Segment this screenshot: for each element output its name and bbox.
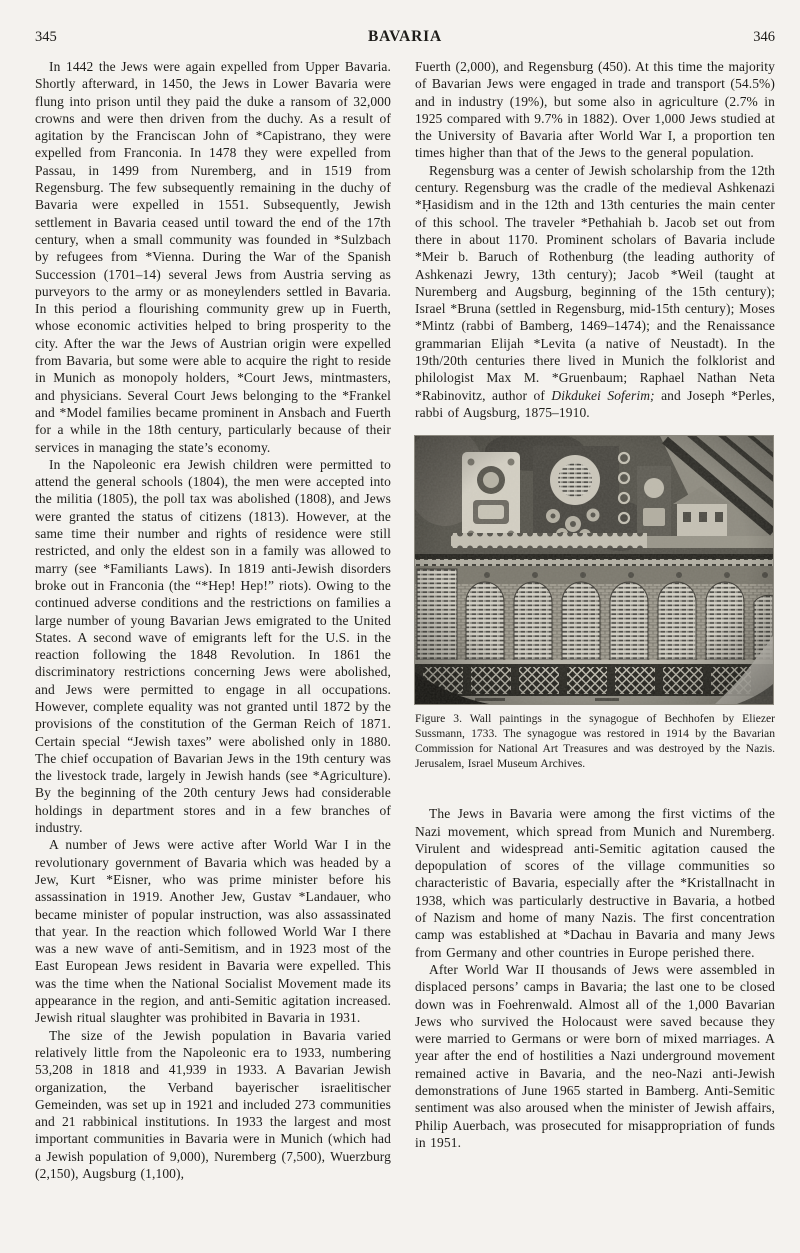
right-column bbox=[415, 58, 775, 1182]
page-title: BAVARIA bbox=[368, 28, 442, 45]
two-column-layout bbox=[35, 58, 775, 1182]
paragraph: In 1442 the Jews were again expelled from Upper Bavaria. Shortly afterward, in 1450, the Jews in Lower Bavaria were flung into prison until they paid the duke a ransom of 32,000 crowns and were then driven from the duchy. As a result of agitation by the Franciscan John of *Capistrano, they were expelled from Franconia. In 1478 they were expelled from Passau, in 1499 from Nuremberg, and in 1519 from Regensburg. The few subsequently remaining in the duchy of Bavaria were expelled in 1551. Subsequently, Jewish settlement in Bavaria ceased until toward the end of the 17th century, when a small community was founded in *Sulzbach by refugees from *Vienna. During the War of the Spanish Succession (1701–14) several Jews from Austria serving as purveyors to the army or as moneylenders settled in Bavaria. In this period a flourishing community grew up in Fuerth, whose economic activities helped to bring prosperity to the city. After the war the Jews of Austrian origin were expelled from Bavaria, but some were able to acquire the right to reside in Munich as monopoly holders, *Court Jews, mintmasters, and physicians. Several Court Jews belonging to the *Frankel and *Model families became prominent in Ansbach and Fuerth for a while in the 18th century, particularly because of their services in managing the state’s economy. bbox=[35, 59, 391, 455]
left-page-number: 345 bbox=[35, 29, 57, 45]
paragraph: In the Napoleonic era Jewish children were permitted to attend the general schools (1804), the men were accepted into the militia (1805), the poll tax was abolished (1808), and Jews were granted the status of citizens (1813). However, at the same time their number and rights of residence were still restricted, and only the eldest son in a family was allowed to marry (see *Familiants Laws). In 1819 anti-Jewish disorders broke out in Franconia (the “*Hep! Hep!” riots). Owing to the continued adverse conditions and the restrictions on families a large number of young Bavarian Jews emigrated to the United States. A second wave of emigrants left for the U.S. in the reaction following the 1848 Revolution. In 1861 the discriminatory restrictions concerning Jews were abolished, and Jews were permitted to engage in all occupations. However, complete equality was not granted until 1872 by the provisions of the constitution of the German Reich of 1871. Certain special “Jewish taxes” were abolished only in 1880. The chief occupation of Bavarian Jews in the 19th century was the livestock trade, largely in Jewish hands (see *Agriculture). By the beginning of the 20th century Jews had considerable holdings in department stores and in a few branches of industry. bbox=[35, 456, 391, 836]
paragraph: The size of the Jewish population in Bavaria varied relatively little from the Napoleonic era to 1933, numbering 53,208 in 1818 and 41,939 in 1933. A Bavarian Jewish organization, the Verband bayerischer israelitischer Gemeinden, was set up in 1921 and included 273 communities and 21 rabbinical institutions. In 1933 the largest and most important communities in Bavaria were in Munich (which had a Jewish population of 9,000), Nuremberg (7,500), Wuerzburg (2,150), Augsburg (1,100), bbox=[35, 1027, 391, 1181]
photo-illustration bbox=[415, 436, 773, 704]
paragraph: Regensburg was a center of Jewish scholarship from the 12th century. Regensburg was the cradle of the medieval Ashkenazi *Ḥasidism and in the 12th and 13th centuries the main center of this school. The traveler *Pethahiah b. Jacob set out from there in about 1170. Prominent scholars of Bavaria include *Meir b. Baruch of Rothenburg (the leading authority of Ashkenazi Jewry, 13th century); Jacob *Weil (taught at Nuremberg and Augsburg, beginning of the 15th century); Israel *Bruna (settled in Regensburg, mid-15th century); Moses *Mintz (rabbi of Bamberg, 1469–1474); and the Renaissance grammarian Elijah *Levita (a native of Neustadt). In the 19th/20th centuries there lived in Munich the folklorist and philologist Max M. *Gruenbaum; Raphael Nathan Neta *Rabinovitz, author of Dikdukei Soferim; and Joseph *Perles, rabbi of Augsburg, 1875–1910. bbox=[415, 162, 775, 420]
figure-caption: Figure 3. Wall paintings in the synagogue of Bechhofen by Eliezer Sussmann, 1733. The synagogue was restored in 1914 by the Bavarian Commission for National Art Treasures and was destroyed by the Nazis. Jerusalem, Israel Museum Archives. bbox=[415, 712, 775, 771]
paragraph: A number of Jews were active after World War I in the revolutionary government of Bavaria which was headed by a Jew, Kurt *Eisner, who was prime minister before his assassination in 1919. Another Jew, Gustav *Landauer, who became minister of popular instruction, was also assassinated that year. In the reaction which followed World War I there was a new wave of anti-Semitism, and in 1923 most of the East European Jews resident in Bavaria were expelled. This was the time when the National Socialist Movement made its appearance in the region, and anti-Semitic agitation increased. Jewish ritual slaughter was prohibited in Bavaria in 1931. bbox=[35, 837, 391, 1026]
right-column-top-text bbox=[415, 58, 775, 421]
synagogue-wall-paintings-photo bbox=[415, 436, 773, 704]
paragraph: After World War II thousands of Jews were assembled in displaced persons’ camps in Bavaria; the last one to be closed down was in Foehrenwald. Almost all of the 1,000 Bavarian Jews who survived the Holocaust were saved because they were married to Germans or were born of mixed marriages. A year after the end of hostilities a Nazi underground movement remained active in Bavaria, and the neo-Nazi anti-Jewish demonstrations of June 1965 started in Bamberg. Anti-Semitic sentiment was also aroused when the minister of Jewish affairs, Philip Auerbach, was prosecuted for misappropriation of funds in 1951. bbox=[415, 961, 775, 1150]
page-header bbox=[35, 28, 775, 46]
right-column-bottom-text bbox=[415, 805, 775, 1151]
right-page-number: 346 bbox=[753, 29, 775, 45]
left-column bbox=[35, 58, 391, 1182]
figure-3 bbox=[415, 436, 775, 771]
paragraph: The Jews in Bavaria were among the first victims of the Nazi movement, which spread from Munich and Nuremberg. Virulent and widespread anti-Semitic agitation caused the depopulation of scores of the village communities so characteristic of Bavaria, especially after the *Kristallnacht in 1938, which was particularly destructive in Bavaria, a hotbed of Nazism and home of many Nazis. The first concentration camp was established at *Dachau in Bavaria and many Jews from Germany and other countries in Europe perished there. bbox=[415, 806, 775, 960]
paragraph: Fuerth (2,000), and Regensburg (450). At this time the majority of Bavarian Jews were engaged in trade and transport (54.5%) and in industry (19%), but some also in agriculture (2.7% in 1925 compared with 9.7% in 1882). Over 1,000 Jews studied at the University of Bavaria after World War I, a proportion ten times higher than that of the Jews to the general population. bbox=[415, 59, 775, 161]
